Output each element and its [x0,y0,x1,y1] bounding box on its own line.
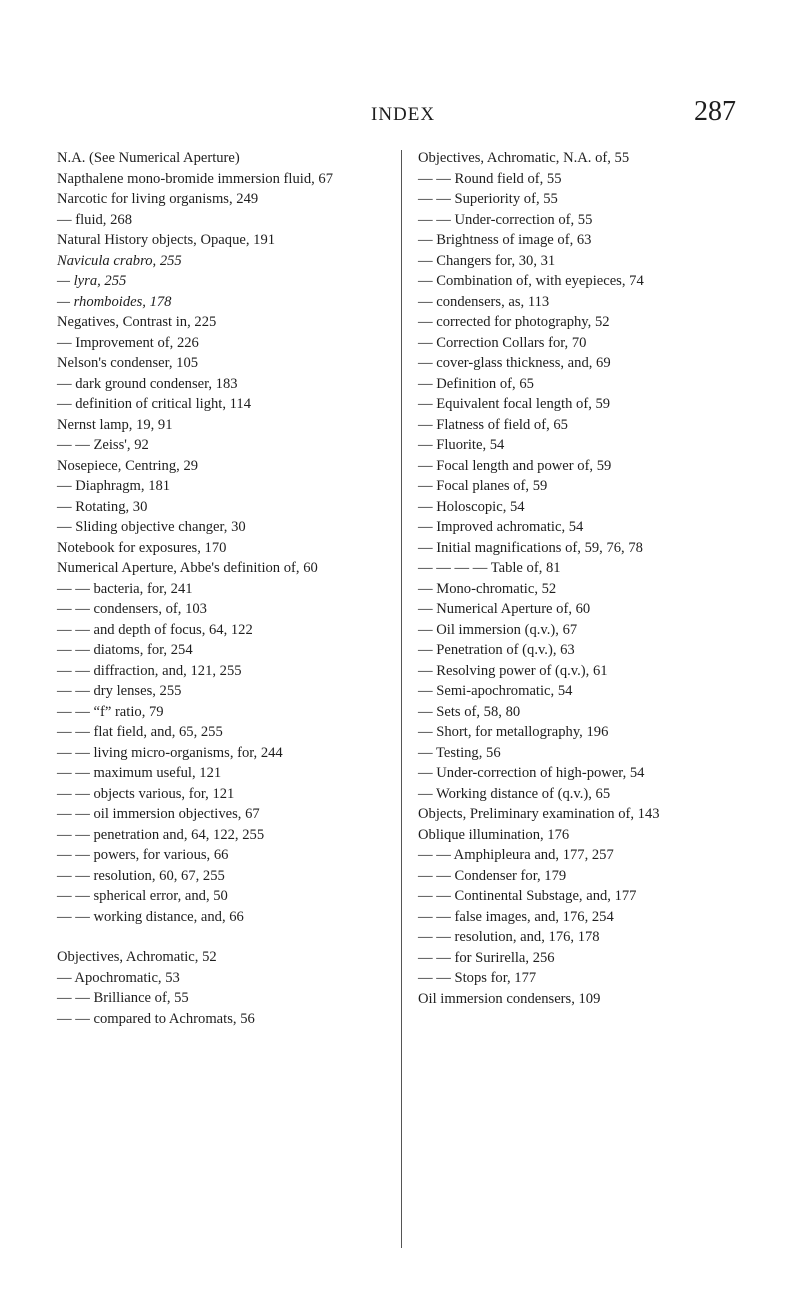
index-entry: Napthalene mono-bromide immersion fluid, 67 [57,170,334,187]
running-title: INDEX [371,104,436,125]
index-entry: — Fluorite, 54 [418,437,505,453]
index-entry: — corrected for photography, 52 [418,314,610,330]
page-number: 287 [694,96,736,127]
index-entry: — — diffraction, and, 121, 255 [57,662,242,679]
index-entry: — — working distance, and, 66 [57,908,244,925]
index-entry: — Initial magnifications of, 59, 76, 78 [418,539,643,556]
index-entry: — — powers, for various, 66 [57,847,229,863]
index-entry: — — Superiority of, 55 [418,191,558,207]
page-header [0,92,800,132]
index-entry: — — diatoms, for, 254 [57,642,193,658]
index-entry: — rhomboides, 178 [57,293,172,310]
index-entry: — — Condenser for, 179 [418,867,567,884]
index-entry: — Sliding objective changer, 30 [57,519,246,535]
index-entry: — — Continental Substage, and, 177 [418,888,637,904]
index-entry: — — Round field of, 55 [418,170,562,187]
index-entry: — Holoscopic, 54 [418,498,525,515]
index-entry: — Combination of, with eyepieces, 74 [418,273,644,289]
index-entry: N.A. (See Numerical Aperture) [57,150,240,166]
index-entry: — Changers for, 30, 31 [418,252,556,269]
index-entry: — Flatness of field of, 65 [418,416,568,433]
index-entry: Nelson's condenser, 105 [57,355,199,371]
index-entry: — Apochromatic, 53 [57,969,180,986]
index-entry: — — for Surirella, 256 [418,949,555,966]
index-entry: — — Stops for, 177 [418,970,537,986]
index-entry: — — dry lenses, 255 [57,683,182,699]
index-entry: — — Brilliance of, 55 [57,990,189,1006]
index-entry: — Under-correction of high-power, 54 [418,765,645,781]
index-entry: Oblique illumination, 176 [418,826,570,843]
index-entry: — Diaphragm, 181 [57,478,171,494]
index-entry: — Working distance of (q.v.), 65 [418,785,611,802]
index-entry: — — flat field, and, 65, 255 [57,724,223,740]
index-column-right [418,148,738,1009]
index-entry: — Penetration of (q.v.), 63 [418,642,575,658]
index-entry: Nosepiece, Centring, 29 [57,457,199,474]
index-entry: — fluid, 268 [57,211,132,228]
index-entry: — Correction Collars for, 70 [418,334,587,351]
index-entry: — condensers, as, 113 [418,293,550,310]
index-entry: Objects, Preliminary examination of, 143 [418,806,660,822]
index-entry: — — and depth of focus, 64, 122 [57,621,253,638]
index-entry: — Resolving power of (q.v.), 61 [418,662,608,679]
index-entry: — — maximum useful, 121 [57,765,222,781]
index-entry: — Focal planes of, 59 [418,478,548,494]
index-entry: — Sets of, 58, 80 [418,703,521,720]
index-entry: — — Zeiss', 92 [57,437,149,453]
index-column-left [57,148,387,1029]
index-entry: — Brightness of image of, 63 [418,232,592,248]
index-entry: — — — — Table of, 81 [418,560,561,576]
index-entry: Notebook for exposures, 170 [57,539,227,556]
index-entry: — Testing, 56 [418,744,501,761]
index-entry: — Oil immersion (q.v.), 67 [418,621,578,638]
index-entry: — — bacteria, for, 241 [57,580,193,597]
index-entry: — Improved achromatic, 54 [418,519,584,535]
index-entry: — cover-glass thickness, and, 69 [418,355,611,371]
index-entry: — — spherical error, and, 50 [57,888,228,904]
index-entry: — — Amphipleura and, 177, 257 [418,847,614,863]
index-entry: — — penetration and, 64, 122, 255 [57,826,265,843]
index-entry: — lyra, 255 [57,273,127,289]
index-entry: — Short, for metallography, 196 [418,724,609,740]
index-entry: — Equivalent focal length of, 59 [418,396,611,412]
index-entry: Objectives, Achromatic, N.A. of, 55 [418,150,630,166]
index-entry: Objectives, Achromatic, 52 [57,949,217,965]
index-entry: Narcotic for living organisms, 249 [57,191,259,207]
index-entry: Natural History objects, Opaque, 191 [57,232,276,248]
index-entry: — — living micro-organisms, for, 244 [57,744,283,761]
index-entry: — dark ground condenser, 183 [57,375,238,392]
index-entry: — Numerical Aperture of, 60 [418,601,591,617]
index-entry: — — “f” ratio, 79 [57,703,164,720]
index-entry: — — condensers, of, 103 [57,601,207,617]
column-divider [401,150,402,1248]
index-entry: Numerical Aperture, Abbe's definition of, 60 [57,560,318,576]
index-entry: — Semi-apochromatic, 54 [418,683,573,699]
index-entry: Nernst lamp, 19, 91 [57,416,173,433]
index-entry: — Rotating, 30 [57,498,148,515]
index-entry: — Definition of, 65 [418,375,534,392]
index-entry: — — resolution, 60, 67, 255 [57,867,225,884]
index-entry: — — oil immersion objectives, 67 [57,806,260,822]
index-entry: — — compared to Achromats, 56 [57,1010,255,1027]
index-entry: — — false images, and, 176, 254 [418,908,614,925]
index-entry: Negatives, Contrast in, 225 [57,314,217,330]
index-entry: — — objects various, for, 121 [57,785,235,802]
index-entry: Navicula crabro, 255 [57,252,182,269]
index-entry: — Improvement of, 226 [57,334,199,351]
index-entry: — definition of critical light, 114 [57,396,252,412]
index-entry: Oil immersion condensers, 109 [418,990,601,1007]
index-entry: — — resolution, and, 176, 178 [418,929,600,945]
index-entry: — — Under-correction of, 55 [418,211,593,228]
index-entry: — Focal length and power of, 59 [418,457,612,474]
index-entry: — Mono-chromatic, 52 [418,580,557,597]
